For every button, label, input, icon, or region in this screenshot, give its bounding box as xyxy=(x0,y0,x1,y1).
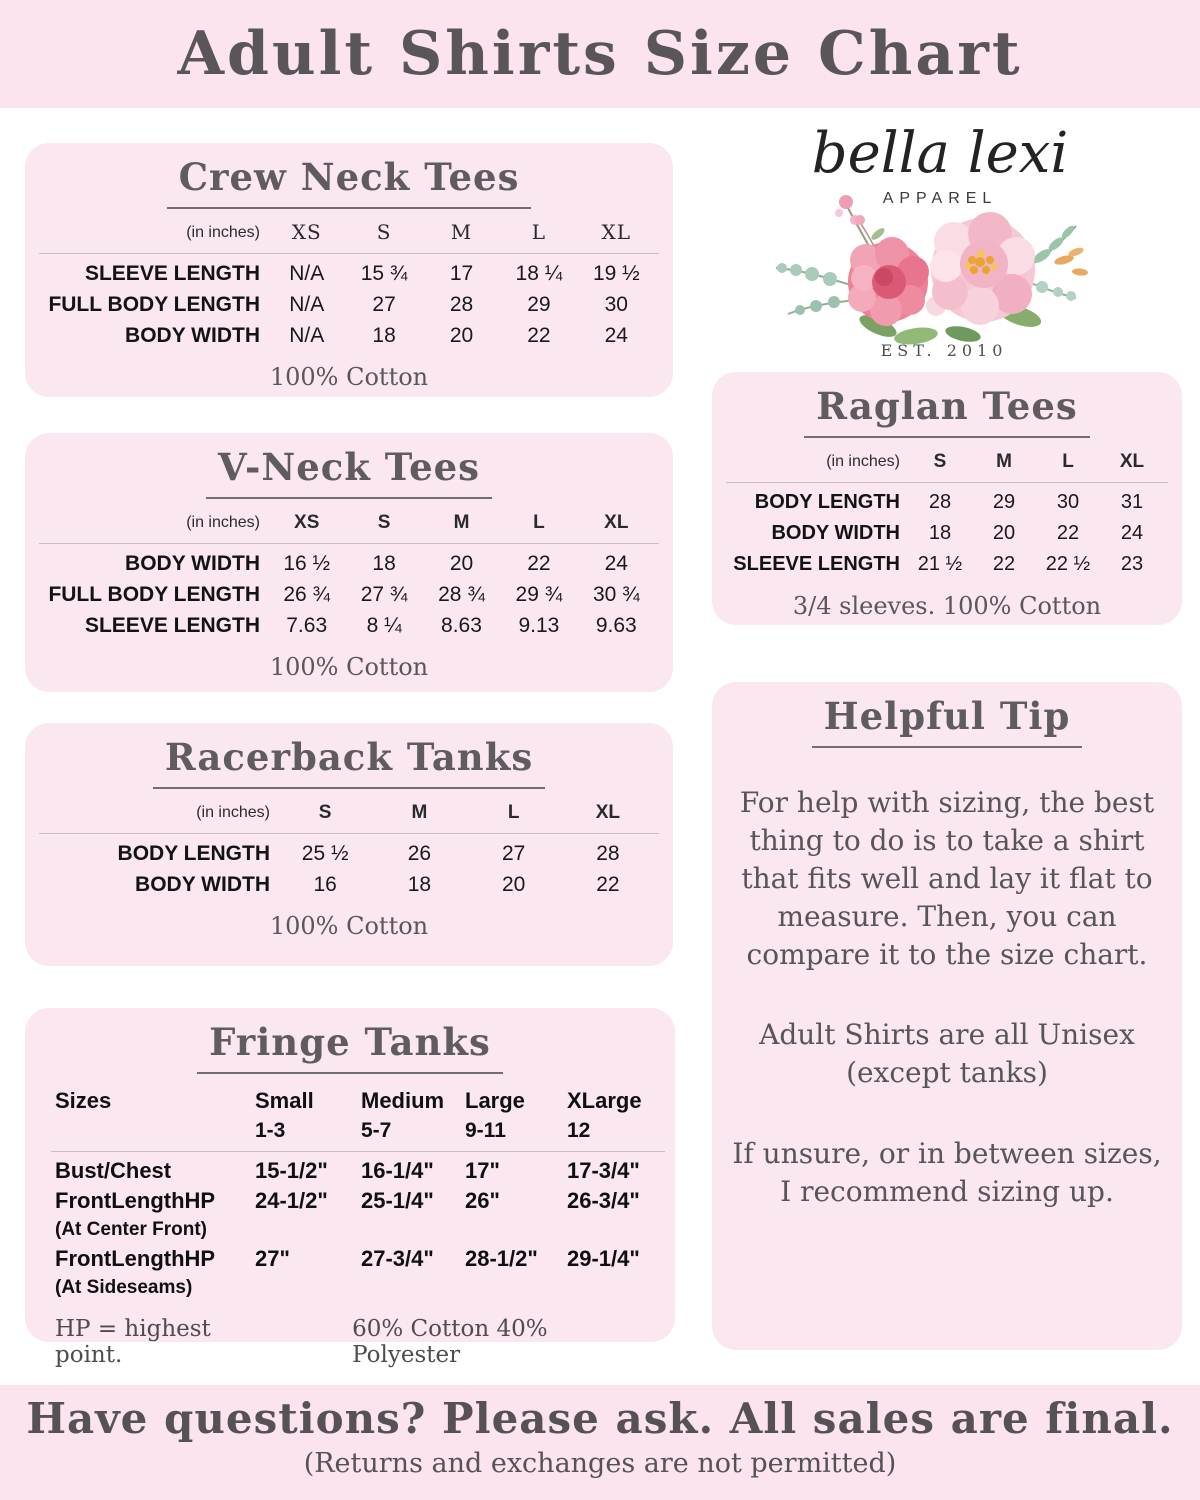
size-value: 16-1/4" xyxy=(361,1158,434,1183)
size-column-header: L xyxy=(1062,451,1074,472)
card-title-wrap xyxy=(25,735,673,789)
size-value: 27-3/4" xyxy=(361,1246,434,1271)
size-value: 29 xyxy=(992,491,1016,513)
size-value: 24-1/2" xyxy=(255,1188,328,1213)
size-value: 25-1/4" xyxy=(361,1188,434,1213)
size-value: 30 xyxy=(604,293,628,316)
size-value: 18 xyxy=(372,552,396,575)
row-label: FULL BODY LENGTH xyxy=(48,293,260,316)
size-value: 20 xyxy=(501,873,526,896)
footer-sub-text: (Returns and exchanges are not permitted) xyxy=(303,1448,897,1479)
card-title-wrap xyxy=(25,155,673,209)
row-label: FrontLengthHP (At Center Front) xyxy=(55,1188,216,1240)
card-title-wrap xyxy=(25,445,673,499)
size-value: 28 xyxy=(928,491,952,513)
size-column-header: XL xyxy=(595,802,621,823)
size-value: 27 ¾ xyxy=(360,583,408,606)
racerback-tanks-card xyxy=(25,723,673,966)
size-value: 22 xyxy=(992,553,1016,575)
size-column-header: M xyxy=(450,220,473,244)
tip-paragraph: Adult Shirts are all Unisex (except tanks) xyxy=(759,1018,1135,1090)
size-value: 22 xyxy=(527,552,551,575)
size-value: 27 xyxy=(372,293,396,316)
unit-label: (in inches) xyxy=(826,453,900,470)
size-value: 22 xyxy=(527,324,551,347)
size-value: 20 xyxy=(992,522,1016,544)
size-value: 29-1/4" xyxy=(567,1246,640,1271)
unit-label: (in inches) xyxy=(196,804,270,821)
size-value: 20 xyxy=(449,324,474,347)
header-band xyxy=(0,0,1200,108)
raglan-tees-card xyxy=(712,372,1182,625)
table-divider xyxy=(39,543,659,544)
page-title: Adult Shirts Size Chart xyxy=(177,19,1023,89)
size-column-header: Small 1-3 xyxy=(255,1088,314,1142)
row-label: SLEEVE LENGTH xyxy=(733,553,900,575)
size-value: 29 xyxy=(527,293,551,316)
size-column-header: M xyxy=(453,512,470,533)
crew-neck-tees-table xyxy=(43,217,655,351)
hp-definition-note: HP = highest point. xyxy=(55,1316,211,1368)
size-value: 30 ¾ xyxy=(592,583,640,606)
size-value: 30 xyxy=(1056,491,1080,513)
brand-established-text: EST. 2010 xyxy=(880,341,1008,360)
size-value: 16 xyxy=(313,873,337,896)
size-value: 22 xyxy=(1056,522,1080,544)
table-divider xyxy=(726,482,1168,483)
brand-script-text: bella lexi xyxy=(811,121,1069,186)
size-value: 9.63 xyxy=(595,614,637,637)
row-label: Bust/Chest xyxy=(55,1158,172,1183)
size-column-header: XS xyxy=(294,512,320,533)
size-column-header: XS xyxy=(291,220,322,244)
row-label: BODY WIDTH xyxy=(771,522,900,544)
floral-bouquet-illustration xyxy=(776,195,1088,347)
size-value: N/A xyxy=(289,293,325,316)
size-value: N/A xyxy=(289,324,325,347)
v-neck-tees-table xyxy=(43,507,655,641)
size-value: 31 xyxy=(1120,491,1144,513)
card-title-wrap xyxy=(712,384,1182,438)
size-value: 26" xyxy=(465,1188,500,1213)
row-label: SLEEVE LENGTH xyxy=(84,614,260,637)
racerback-tanks-table xyxy=(43,797,655,900)
row-label: FULL BODY LENGTH xyxy=(48,583,260,606)
fabric-note: 3/4 sleeves. 100% Cotton xyxy=(792,592,1102,620)
unit-label: (in inches) xyxy=(186,224,260,241)
v-neck-tees-title: V-Neck Tees xyxy=(206,445,492,499)
size-value: 15-1/2" xyxy=(255,1158,328,1183)
size-value: 17 xyxy=(449,262,474,285)
fringe-tanks-table xyxy=(55,1086,661,1302)
size-value: 26 ¾ xyxy=(283,583,331,606)
tip-paragraph: For help with sizing, the best thing to do is to take a shirt that fits well and lay it flat to measure. Then, you can compare it to the size chart. xyxy=(739,786,1155,972)
size-column-header: L xyxy=(531,220,547,244)
raglan-tees-table xyxy=(730,446,1164,580)
size-value: 24 xyxy=(1120,522,1144,544)
fabric-note: 100% Cotton xyxy=(269,363,429,391)
size-column-header: M xyxy=(996,451,1012,472)
size-column-header: L xyxy=(533,512,545,533)
size-value: 24 xyxy=(604,552,628,575)
v-neck-tees-card xyxy=(25,433,673,692)
raglan-tees-title: Raglan Tees xyxy=(804,384,1089,438)
row-label: BODY LENGTH xyxy=(117,842,270,865)
size-value: 22 ½ xyxy=(1045,553,1091,575)
size-value: 18 xyxy=(928,522,952,544)
table-divider xyxy=(39,253,659,254)
size-value: 7.63 xyxy=(286,614,328,637)
size-value: 28 xyxy=(596,842,620,865)
size-value: 18 ¼ xyxy=(515,262,563,285)
row-label: FrontLengthHP (At Sideseams) xyxy=(55,1246,216,1298)
row-label: BODY WIDTH xyxy=(125,552,260,575)
size-column-header: S xyxy=(933,451,947,472)
fringe-notes xyxy=(55,1316,645,1368)
table-divider xyxy=(51,1151,665,1152)
card-title-wrap xyxy=(712,694,1182,748)
row-label: SLEEVE LENGTH xyxy=(84,262,260,285)
crew-neck-tees-title: Crew Neck Tees xyxy=(167,155,532,209)
unit-label: (in inches) xyxy=(186,514,260,531)
size-value: 28 xyxy=(449,293,474,316)
size-value: 25 ½ xyxy=(301,842,349,865)
helpful-tip-card xyxy=(712,682,1182,1350)
size-value: 8 ¼ xyxy=(366,614,402,637)
size-column-header: XL xyxy=(1119,451,1145,472)
size-value: 27 xyxy=(501,842,526,865)
sizes-header-label: Sizes xyxy=(55,1088,112,1113)
size-value: 16 ½ xyxy=(283,552,331,575)
fabric-note: 60% Cotton 40% Polyester xyxy=(352,1316,548,1368)
racerback-tanks-title: Racerback Tanks xyxy=(153,735,545,789)
row-label: BODY WIDTH xyxy=(135,873,270,896)
size-value: N/A xyxy=(289,262,325,285)
fringe-tanks-title: Fringe Tanks xyxy=(197,1020,503,1074)
brand-subtitle-text: APPAREL xyxy=(882,190,998,207)
row-label: BODY WIDTH xyxy=(125,324,260,347)
size-column-header: XLarge 12 xyxy=(567,1088,642,1142)
fringe-tanks-card xyxy=(25,1008,675,1368)
brand-logo xyxy=(758,110,1122,368)
size-value: 27" xyxy=(255,1246,290,1271)
size-column-header: S xyxy=(318,802,332,823)
size-value: 24 xyxy=(604,324,628,347)
size-column-header: Medium 5-7 xyxy=(361,1088,445,1142)
row-label: BODY LENGTH xyxy=(754,491,900,513)
size-column-header: Large 9-11 xyxy=(465,1088,525,1142)
size-value: 17-3/4" xyxy=(567,1158,640,1183)
size-value: 20 xyxy=(449,552,474,575)
size-value: 26-3/4" xyxy=(567,1188,640,1213)
size-value: 29 ¾ xyxy=(515,583,563,606)
size-value: 28-1/2" xyxy=(465,1246,538,1271)
fabric-note: 100% Cotton xyxy=(269,653,429,681)
fabric-note: 100% Cotton xyxy=(269,912,429,940)
size-value: 22 xyxy=(596,873,620,896)
size-value: 19 ½ xyxy=(592,262,640,285)
size-value: 21 ½ xyxy=(917,553,963,575)
size-value: 18 xyxy=(372,324,396,347)
size-value: 23 xyxy=(1120,553,1144,575)
size-value: 17" xyxy=(465,1158,500,1183)
size-column-header: M xyxy=(411,802,428,823)
tip-paragraph: If unsure, or in between sizes, I recommend sizing up. xyxy=(732,1136,1162,1208)
size-column-header: L xyxy=(507,802,520,823)
footer-band xyxy=(0,1385,1200,1500)
size-value: 9.13 xyxy=(518,614,560,637)
size-value: 26 xyxy=(407,842,432,865)
card-title-wrap xyxy=(25,1020,675,1074)
size-column-header: XL xyxy=(601,220,632,244)
size-value: 15 ¾ xyxy=(360,262,408,285)
size-column-header: S xyxy=(377,512,391,533)
size-column-header: S xyxy=(376,220,392,244)
helpful-tip-title: Helpful Tip xyxy=(812,694,1083,748)
crew-neck-tees-card xyxy=(25,143,673,397)
size-value: 8.63 xyxy=(441,614,482,637)
footer-main-text: Have questions? Please ask. All sales are final. xyxy=(26,1394,1174,1443)
size-value: 28 ¾ xyxy=(438,583,485,606)
size-value: 18 xyxy=(407,873,432,896)
table-divider xyxy=(39,833,659,834)
size-column-header: XL xyxy=(604,512,629,533)
